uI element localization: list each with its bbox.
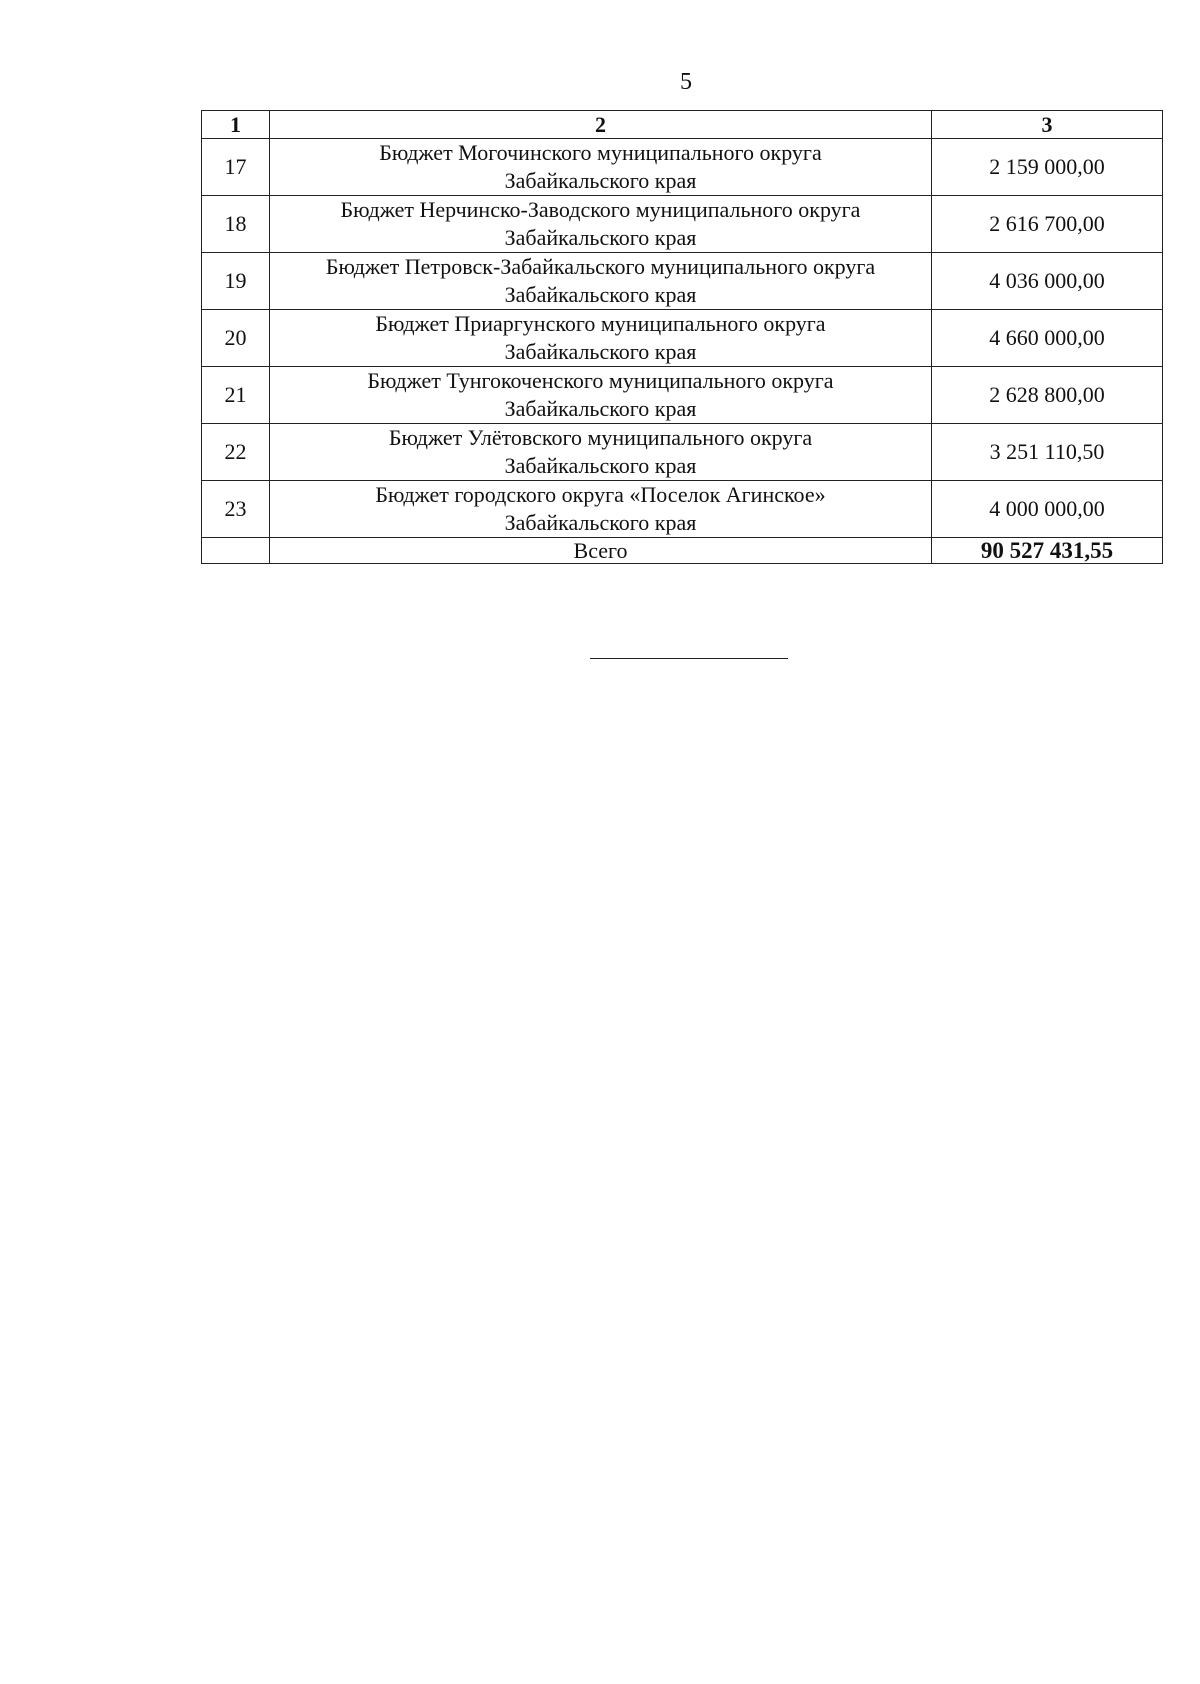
page-number: 5 bbox=[680, 69, 692, 95]
table-row bbox=[202, 253, 1163, 310]
budget-name-line2: Забайкальского края bbox=[504, 168, 697, 193]
row-number: 20 bbox=[202, 310, 270, 367]
budget-name-line1: Бюджет Тунгокоченского муниципального округа bbox=[367, 368, 834, 393]
budget-name bbox=[270, 367, 932, 424]
budget-name-line2: Забайкальского края bbox=[504, 510, 697, 535]
budget-table bbox=[201, 110, 1163, 564]
budget-name-line1: Бюджет Приаргунского муниципального округа bbox=[375, 311, 826, 336]
table-row bbox=[202, 367, 1163, 424]
budget-name-line1: Бюджет Нерчинско-Заводского муниципального округа bbox=[340, 197, 861, 222]
page-number-container bbox=[0, 68, 1200, 96]
budget-amount: 4 660 000,00 bbox=[932, 310, 1163, 367]
row-number: 19 bbox=[202, 253, 270, 310]
table-row bbox=[202, 139, 1163, 196]
budget-name-line1: Бюджет городского округа «Поселок Агинское» bbox=[375, 482, 826, 507]
budget-name-line2: Забайкальского края bbox=[504, 339, 697, 364]
budget-name bbox=[270, 253, 932, 310]
column-header-3: 3 bbox=[932, 111, 1163, 139]
budget-name-line1: Бюджет Петровск-Забайкальского муниципального округа bbox=[325, 254, 876, 279]
table-row bbox=[202, 310, 1163, 367]
budget-name-line2: Забайкальского края bbox=[504, 282, 697, 307]
budget-name-line2: Забайкальского края bbox=[504, 225, 697, 250]
budget-amount: 2 616 700,00 bbox=[932, 196, 1163, 253]
table-row bbox=[202, 196, 1163, 253]
budget-amount: 2 159 000,00 bbox=[932, 139, 1163, 196]
budget-name-line1: Бюджет Могочинского муниципального округа bbox=[379, 140, 822, 165]
column-header-2: 2 bbox=[270, 111, 932, 139]
total-label: Всего bbox=[270, 538, 932, 564]
table-total-row bbox=[202, 538, 1163, 564]
row-number: 18 bbox=[202, 196, 270, 253]
budget-amount: 4 036 000,00 bbox=[932, 253, 1163, 310]
table-header-row bbox=[202, 111, 1163, 139]
column-header-1: 1 bbox=[202, 111, 270, 139]
total-row-number bbox=[202, 538, 270, 564]
budget-amount: 2 628 800,00 bbox=[932, 367, 1163, 424]
table-row bbox=[202, 424, 1163, 481]
total-amount: 90 527 431,55 bbox=[932, 538, 1163, 564]
table-row bbox=[202, 481, 1163, 538]
budget-amount: 4 000 000,00 bbox=[932, 481, 1163, 538]
budget-name-line2: Забайкальского края bbox=[504, 396, 697, 421]
budget-name bbox=[270, 424, 932, 481]
budget-name-line2: Забайкальского края bbox=[504, 453, 697, 478]
row-number: 22 bbox=[202, 424, 270, 481]
budget-name bbox=[270, 310, 932, 367]
budget-amount: 3 251 110,50 bbox=[932, 424, 1163, 481]
row-number: 17 bbox=[202, 139, 270, 196]
budget-name-line1: Бюджет Улётовского муниципального округа bbox=[388, 425, 813, 450]
row-number: 23 bbox=[202, 481, 270, 538]
end-separator-line bbox=[590, 658, 788, 659]
row-number: 21 bbox=[202, 367, 270, 424]
budget-name bbox=[270, 196, 932, 253]
budget-name bbox=[270, 481, 932, 538]
budget-name bbox=[270, 139, 932, 196]
